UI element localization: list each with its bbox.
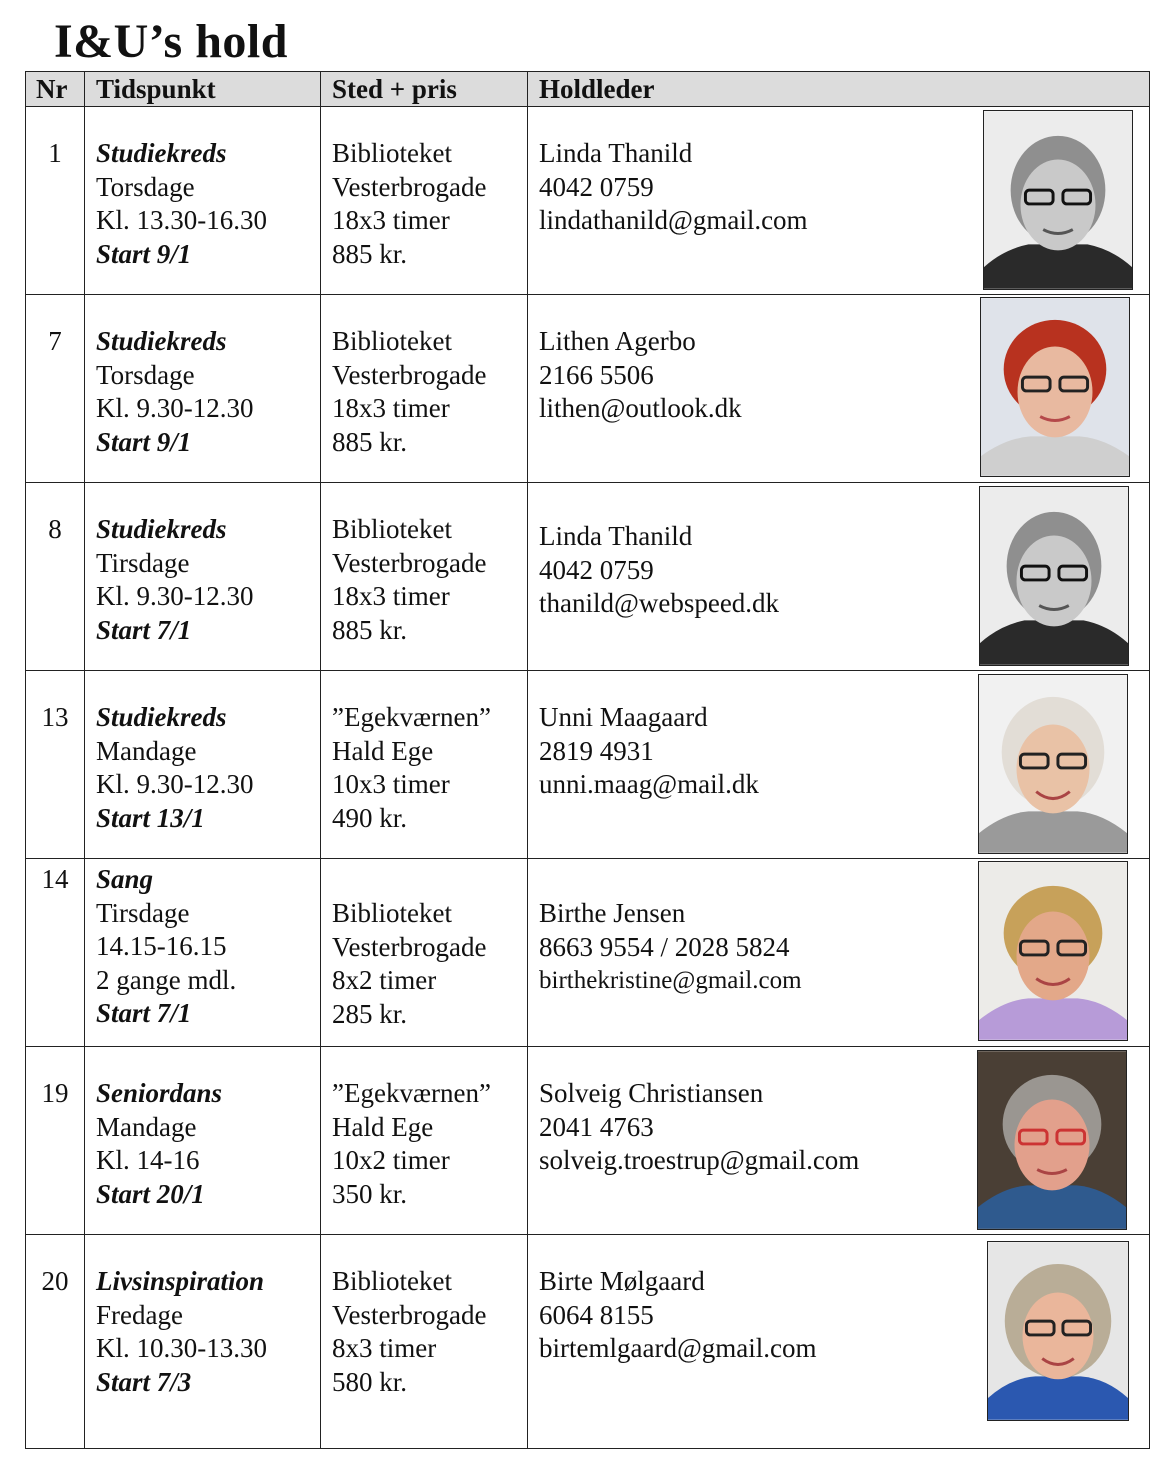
header-sted-pris: Sted + pris (321, 72, 528, 107)
course-start: Start 7/3 (96, 1366, 192, 1397)
place-address: Hald Ege (332, 1111, 434, 1142)
place-address: Vesterbrogade (332, 359, 487, 390)
course-table (25, 71, 1150, 1449)
row-tidspunkt (85, 671, 321, 859)
row-tidspunkt (85, 1047, 321, 1235)
row-sted (321, 859, 528, 1047)
leader-name: Solveig Christiansen (539, 1078, 764, 1108)
course-kind: Studiekreds (96, 326, 227, 356)
course-time: Kl. 10.30-13.30 (96, 1333, 267, 1363)
portrait-icon (979, 862, 1127, 1040)
table-row (26, 859, 1150, 1047)
course-day: Torsdage (96, 359, 195, 390)
leader-photo (983, 110, 1133, 290)
course-day: Mandage (96, 735, 197, 766)
leader-photo (979, 486, 1129, 666)
course-duration: 18x3 timer (332, 581, 450, 611)
place-name: ”Egekværnen” (332, 702, 491, 732)
table-row (26, 671, 1150, 859)
course-price: 885 kr. (332, 426, 408, 457)
leader-name: Linda Thanild (539, 521, 693, 551)
leader-phone: 2166 5506 (539, 359, 654, 390)
place-address: Hald Ege (332, 735, 434, 766)
leader-email-link[interactable]: birtemlgaard@gmail.com (539, 1333, 817, 1363)
course-kind: Sang (96, 864, 154, 894)
leader-photo (987, 1241, 1129, 1421)
course-duration: 8x2 timer (332, 965, 437, 995)
course-time: Kl. 9.30-12.30 (96, 581, 254, 611)
course-start: Start 9/1 (96, 238, 192, 269)
table-row (26, 483, 1150, 671)
leader-photo (978, 861, 1128, 1041)
row-tidspunkt (85, 483, 321, 671)
leader-photo (980, 297, 1130, 477)
row-holdleder (528, 107, 1150, 295)
row-nr: 20 (26, 1235, 85, 1449)
leader-phone: 4042 0759 (539, 554, 654, 585)
leader-name: Unni Maagaard (539, 702, 708, 732)
course-kind: Studiekreds (96, 514, 227, 544)
course-frequency: 2 gange mdl. (96, 964, 237, 995)
place-name: ”Egekværnen” (332, 1078, 491, 1108)
course-duration: 18x3 timer (332, 205, 450, 235)
course-day: Tirsdage (96, 547, 190, 578)
course-time: Kl. 14-16 (96, 1145, 200, 1175)
course-day: Tirsdage (96, 897, 190, 928)
leader-name: Birthe Jensen (539, 898, 686, 928)
course-price: 885 kr. (332, 238, 408, 269)
course-price: 885 kr. (332, 614, 408, 645)
portrait-icon (980, 487, 1128, 665)
course-day: Torsdage (96, 171, 195, 202)
course-start: Start 9/1 (96, 426, 192, 457)
course-time: Kl. 13.30-16.30 (96, 205, 267, 235)
course-time: Kl. 9.30-12.30 (96, 769, 254, 799)
row-holdleder (528, 859, 1150, 1047)
course-kind: Studiekreds (96, 702, 227, 732)
portrait-icon (981, 298, 1129, 476)
place-address: Vesterbrogade (332, 1299, 487, 1330)
place-name: Biblioteket (332, 1266, 452, 1296)
row-holdleder (528, 1235, 1150, 1449)
course-price: 350 kr. (332, 1178, 408, 1209)
row-sted (321, 1047, 528, 1235)
course-duration: 8x3 timer (332, 1333, 437, 1363)
row-holdleder (528, 1047, 1150, 1235)
portrait-icon (984, 111, 1132, 289)
header-tidspunkt: Tidspunkt (85, 72, 321, 107)
row-nr: 8 (26, 483, 85, 671)
row-holdleder (528, 483, 1150, 671)
course-start: Start 20/1 (96, 1178, 205, 1209)
leader-name: Lithen Agerbo (539, 326, 696, 356)
leader-email-link[interactable]: lithen@outlook.dk (539, 393, 742, 423)
leader-email-link[interactable]: thanild@webspeed.dk (539, 588, 780, 618)
leader-email-link[interactable]: birthekristine@gmail.com (539, 967, 802, 994)
leader-name: Birte Mølgaard (539, 1266, 705, 1296)
leader-phone: 6064 8155 (539, 1299, 654, 1330)
header-nr: Nr (26, 72, 85, 107)
place-address: Vesterbrogade (332, 547, 487, 578)
course-price: 285 kr. (332, 998, 408, 1029)
place-name: Biblioteket (332, 326, 452, 356)
portrait-icon (988, 1242, 1128, 1420)
place-address: Vesterbrogade (332, 931, 487, 962)
course-start: Start 13/1 (96, 802, 205, 833)
row-sted (321, 295, 528, 483)
leader-email-link[interactable]: lindathanild@gmail.com (539, 205, 808, 235)
leader-photo (977, 1050, 1127, 1230)
course-price: 580 kr. (332, 1366, 408, 1397)
course-duration: 10x3 timer (332, 769, 450, 799)
place-name: Biblioteket (332, 514, 452, 544)
header-row (26, 72, 1150, 107)
table-row (26, 295, 1150, 483)
course-kind: Studiekreds (96, 138, 227, 168)
portrait-icon (978, 1051, 1126, 1229)
row-nr: 1 (26, 107, 85, 295)
course-duration: 18x3 timer (332, 393, 450, 423)
course-start: Start 7/1 (96, 614, 192, 645)
table-row (26, 1047, 1150, 1235)
leader-phone: 4042 0759 (539, 171, 654, 202)
row-nr: 19 (26, 1047, 85, 1235)
place-name: Biblioteket (332, 898, 452, 928)
course-kind: Livsinspiration (96, 1266, 265, 1296)
row-tidspunkt (85, 295, 321, 483)
course-time: 14.15-16.15 (96, 931, 227, 961)
page-title: I&U’s hold (54, 15, 288, 68)
leader-phone: 2041 4763 (539, 1111, 654, 1142)
leader-email-link[interactable]: solveig.troestrup@gmail.com (539, 1145, 860, 1175)
row-sted (321, 107, 528, 295)
row-sted (321, 483, 528, 671)
leader-phone: 8663 9554 / 2028 5824 (539, 931, 790, 962)
row-nr: 13 (26, 671, 85, 859)
course-day: Fredage (96, 1299, 183, 1330)
course-price: 490 kr. (332, 802, 408, 833)
row-tidspunkt (85, 859, 321, 1047)
row-nr: 7 (26, 295, 85, 483)
row-sted (321, 671, 528, 859)
portrait-icon (979, 675, 1127, 853)
leader-photo (978, 674, 1128, 854)
row-tidspunkt (85, 1235, 321, 1449)
leader-name: Linda Thanild (539, 138, 693, 168)
row-sted (321, 1235, 528, 1449)
leader-email-link[interactable]: unni.maag@mail.dk (539, 769, 759, 799)
place-address: Vesterbrogade (332, 171, 487, 202)
place-name: Biblioteket (332, 138, 452, 168)
row-nr: 14 (26, 859, 85, 1047)
table-row (26, 107, 1150, 295)
leader-phone: 2819 4931 (539, 735, 654, 766)
course-duration: 10x2 timer (332, 1145, 450, 1175)
course-day: Mandage (96, 1111, 197, 1142)
header-holdleder: Holdleder (528, 72, 1150, 107)
row-holdleder (528, 295, 1150, 483)
row-holdleder (528, 671, 1150, 859)
row-tidspunkt (85, 107, 321, 295)
table-row (26, 1235, 1150, 1449)
course-time: Kl. 9.30-12.30 (96, 393, 254, 423)
course-kind: Seniordans (96, 1078, 223, 1108)
course-start: Start 7/1 (96, 998, 192, 1028)
